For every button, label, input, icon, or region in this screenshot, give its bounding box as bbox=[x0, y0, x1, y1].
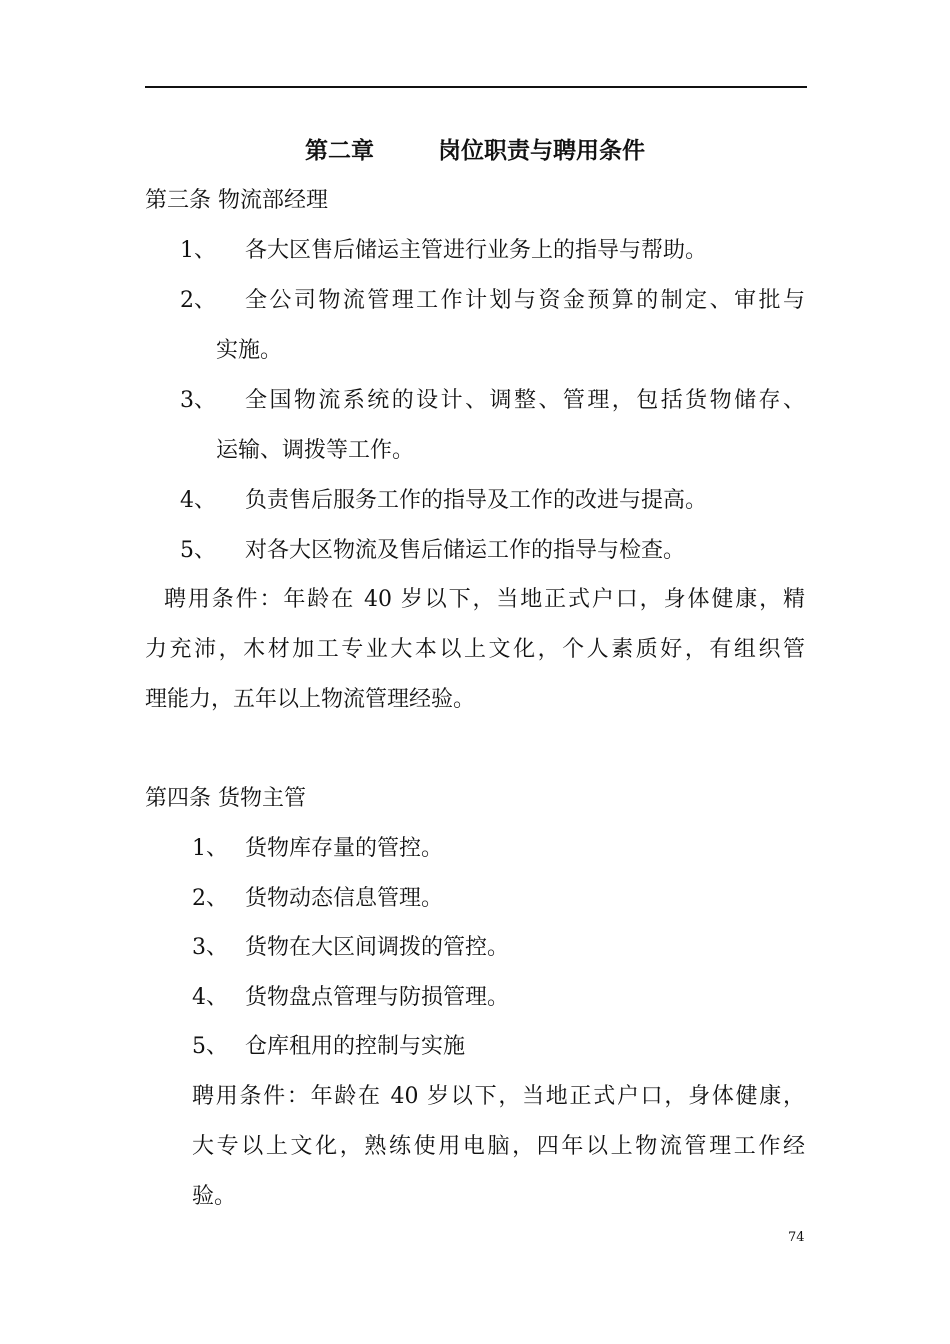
article4-item1-text: 货物库存量的管控。 bbox=[245, 836, 444, 861]
article3-item4-text: 负责售后服务工作的指导及工作的改进与提高。 bbox=[245, 488, 708, 513]
article3-item3-continuation: 运输、调拨等工作。 bbox=[216, 438, 415, 463]
article3-item3-text: 全国物流系统的设计、调整、管理，包括货物储存、 bbox=[245, 388, 805, 413]
article3-item2-number: 2、 bbox=[180, 288, 216, 313]
article4-heading: 第四条 货物主管 bbox=[145, 786, 306, 811]
page-number: 74 bbox=[788, 1230, 805, 1245]
article4-item4-text: 货物盘点管理与防损管理。 bbox=[245, 985, 510, 1010]
article4-item2-number: 2、 bbox=[192, 886, 228, 911]
article3-item5-number: 5、 bbox=[180, 538, 216, 563]
article4-requirements-line2: 大专以上文化，熟练使用电脑，四年以上物流管理工作经 bbox=[192, 1134, 805, 1159]
article3-item5-text: 对各大区物流及售后储运工作的指导与检查。 bbox=[245, 538, 686, 563]
article3-item2-continuation: 实施。 bbox=[216, 338, 283, 363]
article3-requirements-line2: 力充沛，木材加工专业大本以上文化，个人素质好，有组织管 bbox=[145, 637, 805, 662]
header-rule bbox=[145, 86, 807, 88]
article3-item2-text: 全公司物流管理工作计划与资金预算的制定、审批与 bbox=[245, 288, 805, 313]
article4-item4-number: 4、 bbox=[192, 985, 228, 1010]
article4-requirements-line3: 验。 bbox=[192, 1184, 237, 1209]
article3-requirements-line3: 理能力，五年以上物流管理经验。 bbox=[145, 687, 476, 712]
chapter-title: 第二章 岗位职责与聘用条件 bbox=[304, 137, 646, 164]
article4-requirements-line1: 聘用条件：年龄在 40 岁以下，当地正式户口，身体健康， bbox=[192, 1084, 805, 1109]
article3-requirements-line1: 聘用条件：年龄在 40 岁以下，当地正式户口，身体健康，精 bbox=[164, 587, 805, 612]
article3-heading: 第三条 物流部经理 bbox=[145, 188, 328, 213]
article3-item3-number: 3、 bbox=[180, 388, 216, 413]
article4-item5-text: 仓库租用的控制与实施 bbox=[245, 1034, 466, 1059]
article4-item3-text: 货物在大区间调拨的管控。 bbox=[245, 935, 510, 960]
article4-item2-text: 货物动态信息管理。 bbox=[245, 886, 444, 911]
article3-item1-text: 各大区售后储运主管进行业务上的指导与帮助。 bbox=[245, 238, 708, 263]
article3-item1-number: 1、 bbox=[180, 238, 216, 263]
article4-item5-number: 5、 bbox=[192, 1034, 228, 1059]
article3-item4-number: 4、 bbox=[180, 488, 216, 513]
article4-item3-number: 3、 bbox=[192, 935, 228, 960]
article4-item1-number: 1、 bbox=[192, 836, 228, 861]
